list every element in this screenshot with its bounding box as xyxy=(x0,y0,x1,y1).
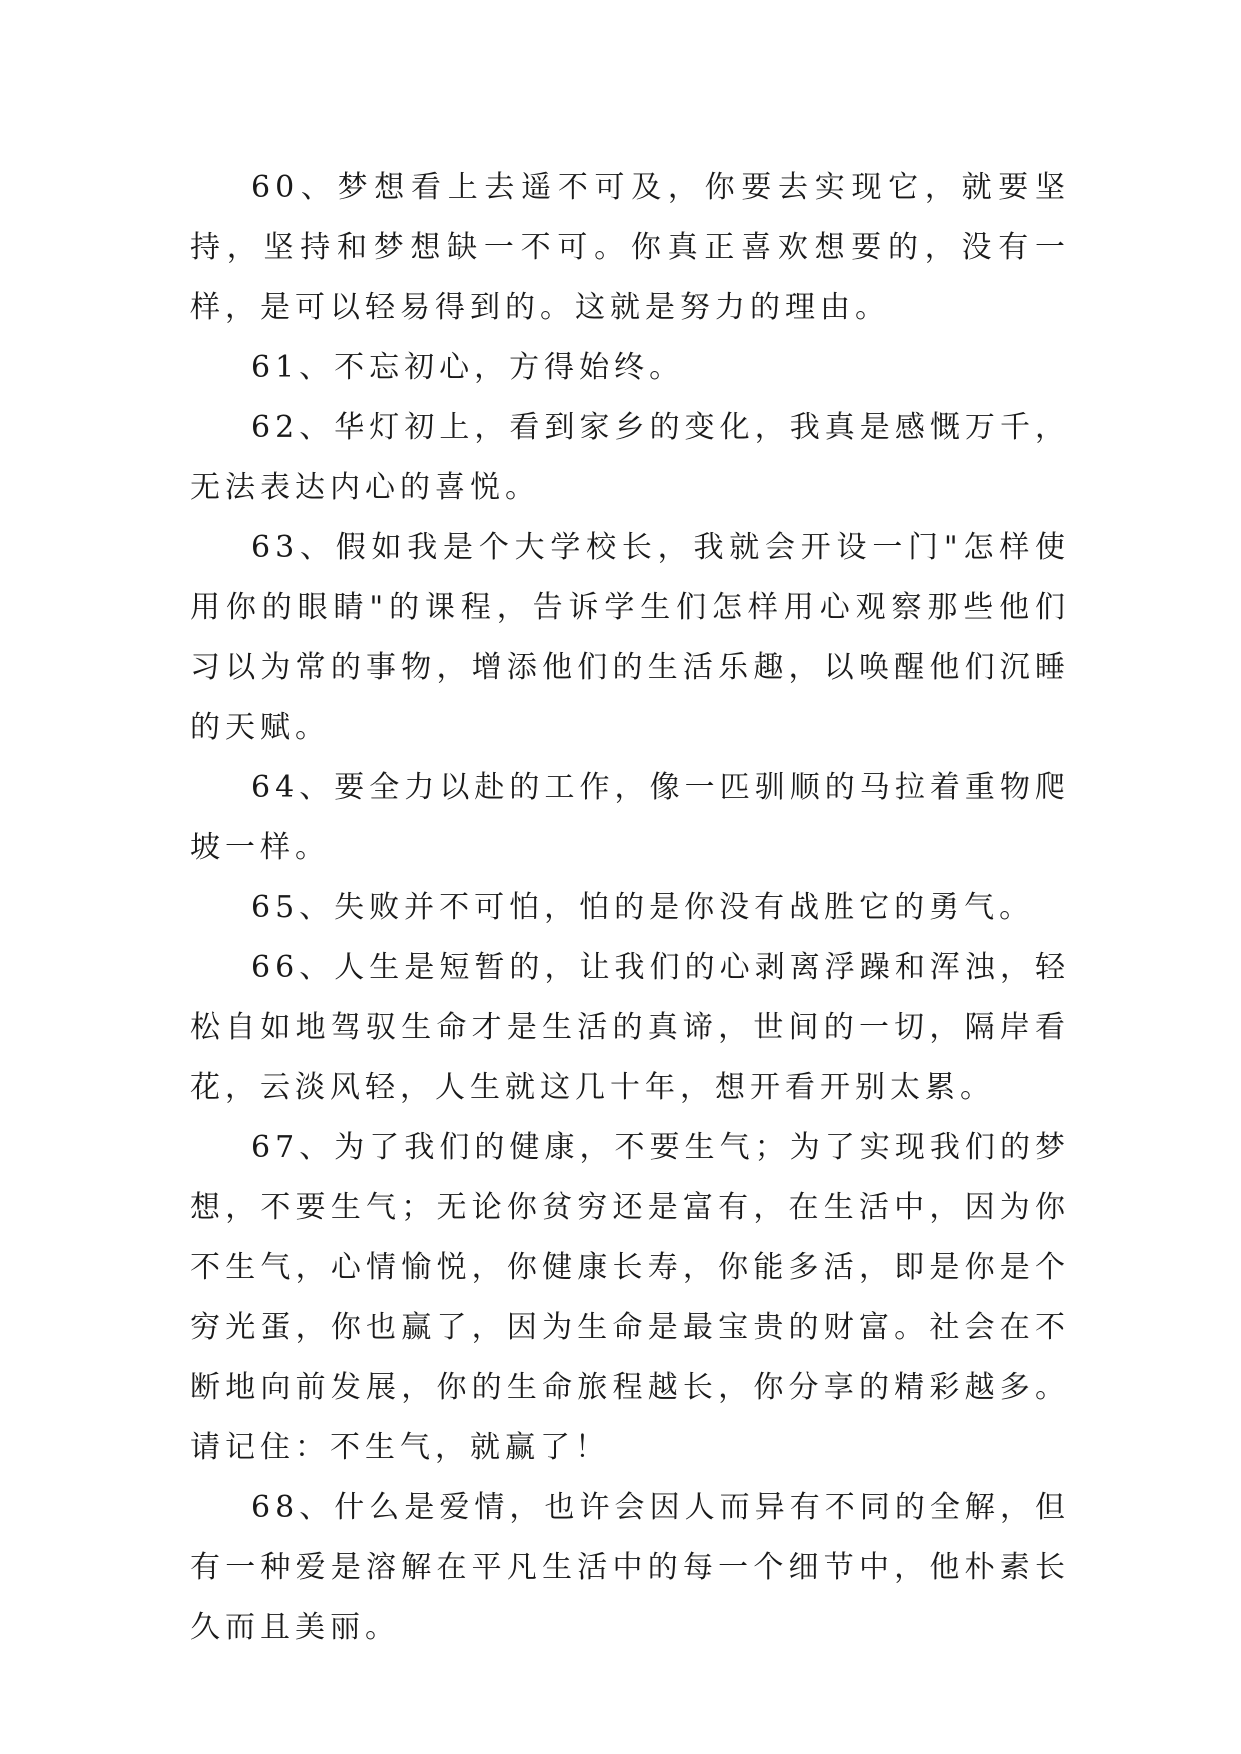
paragraph-68: 68、什么是爱情，也许会因人而异有不同的全解，但有一种爱是溶解在平凡生活中的每一个细节中，他朴素长久而且美丽。 xyxy=(190,1490,1070,1645)
paragraph-67: 67、为了我们的健康，不要生气；为了实现我们的梦想，不要生气；无论你贫穷还是富有，在生活中，因为你不生气，心情愉悦，你健康长寿，你能多活，即是你是个穷光蛋，你也赢了，因为生命是最宝贵的财富。社会在不断地向前发展，你的生命旅程越长，你分享的精彩越多。请记住：不生气，就赢了！ xyxy=(190,1130,1070,1465)
paragraph-65: 65、失败并不可怕，怕的是你没有战胜它的勇气。 xyxy=(251,890,1035,925)
paragraph-61: 61、不忘初心，方得始终。 xyxy=(251,350,685,385)
document-body xyxy=(190,158,1070,1658)
paragraph-64: 64、要全力以赴的工作，像一匹驯顺的马拉着重物爬坡一样。 xyxy=(190,770,1070,865)
paragraph-66: 66、人生是短暂的，让我们的心剥离浮躁和浑浊，轻松自如地驾驭生命才是生活的真谛，世间的一切，隔岸看花，云淡风轻，人生就这几十年，想开看开别太累。 xyxy=(190,950,1070,1105)
paragraph-62: 62、华灯初上，看到家乡的变化，我真是感慨万千，无法表达内心的喜悦。 xyxy=(190,410,1070,505)
paragraph-63: 63、假如我是个大学校长，我就会开设一门"怎样使用你的眼睛"的课程，告诉学生们怎样用心观察那些他们习以为常的事物，增添他们的生活乐趣，以唤醒他们沉睡的天赋。 xyxy=(190,530,1070,745)
paragraph-60: 60、梦想看上去遥不可及，你要去实现它，就要坚持，坚持和梦想缺一不可。你真正喜欢想要的，没有一样，是可以轻易得到的。这就是努力的理由。 xyxy=(190,170,1070,325)
